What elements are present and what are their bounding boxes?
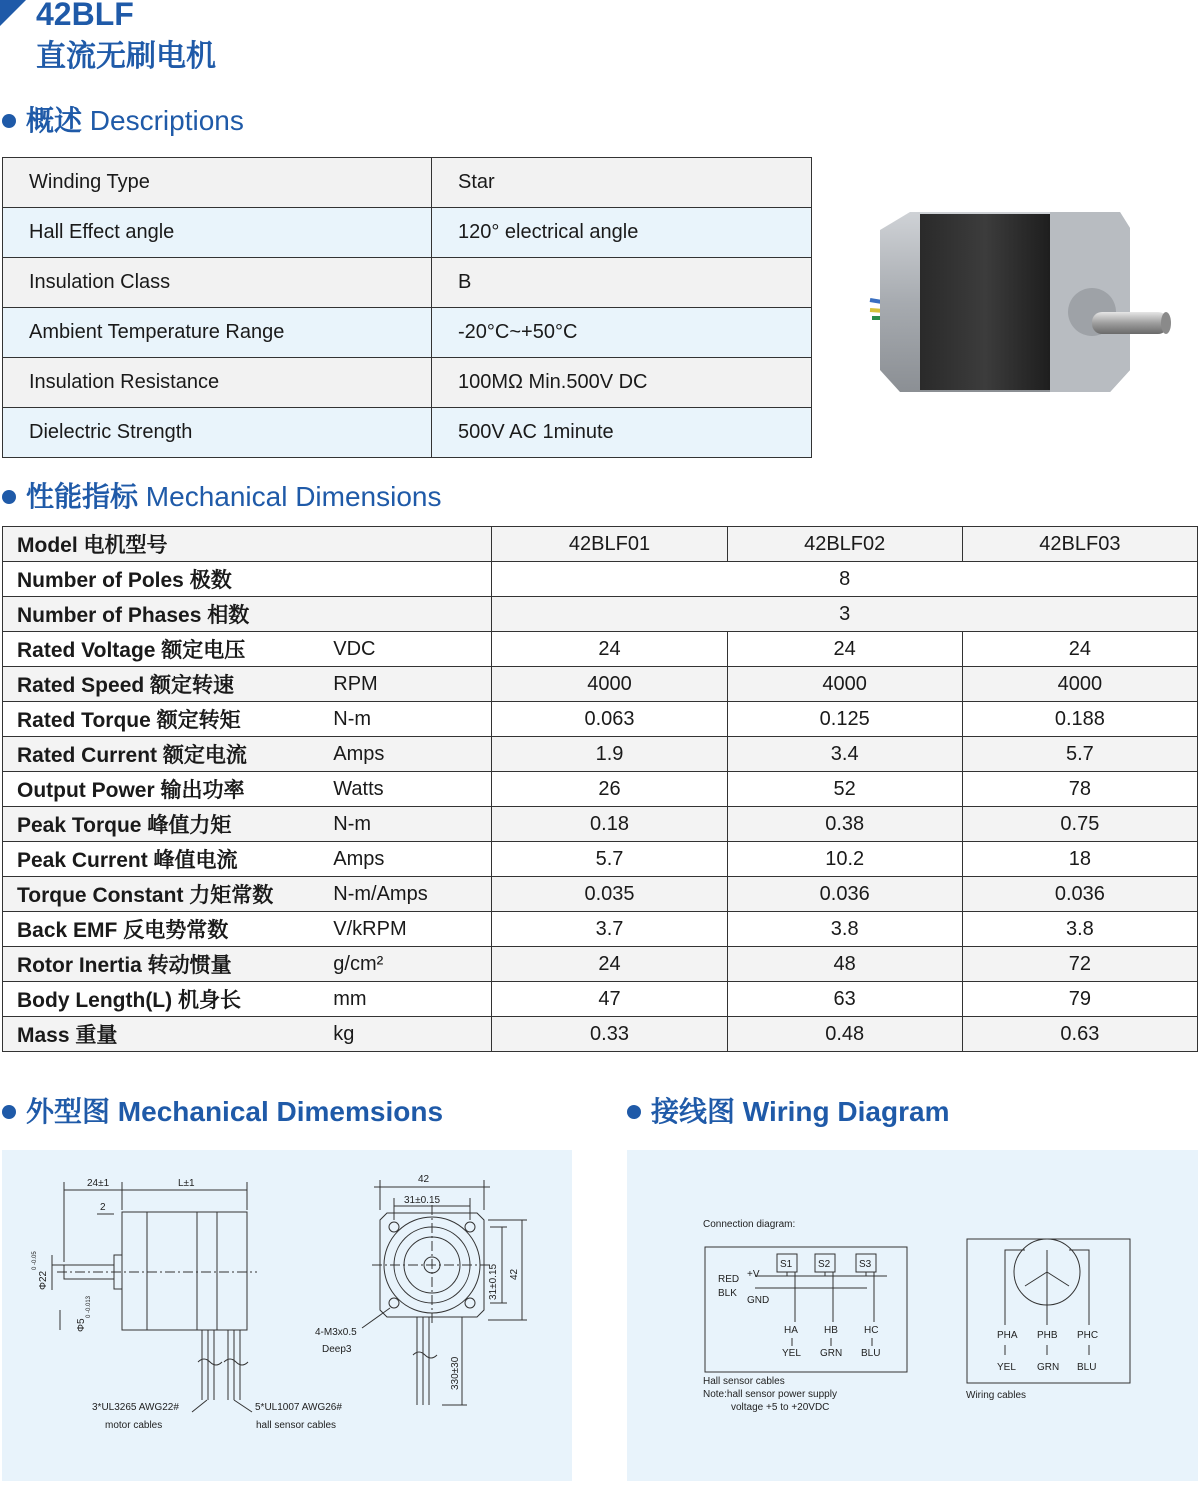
wire-blk: BLK: [718, 1288, 737, 1299]
note-line-2: voltage +5 to +20VDC: [731, 1402, 830, 1413]
dim-330: 330±30: [450, 1356, 461, 1390]
description-row: [3, 158, 812, 208]
description-value: -20°C~+50°C: [432, 308, 812, 358]
section-performance: 性能指标 Mechanical Dimensions: [2, 480, 441, 514]
hall-hc: HC: [864, 1325, 879, 1336]
note-line-1: Note:hall sensor power supply: [703, 1389, 837, 1400]
model-subtitle: 直流无刷电机: [36, 40, 216, 73]
spec-unit: Amps: [333, 737, 492, 772]
spec-unit: Watts: [333, 772, 492, 807]
spec-value: 47: [492, 982, 727, 1017]
spec-label: Peak Current 峰值电流: [3, 842, 334, 877]
description-value: 100MΩ Min.500V DC: [432, 358, 812, 408]
phase-color-grn: GRN: [1037, 1362, 1060, 1373]
hall-hb: HB: [824, 1325, 838, 1336]
dim-phi5-tolerance: 0 -0.013: [86, 1295, 92, 1318]
spec-unit: kg: [333, 1017, 492, 1052]
hall-color-grn: GRN: [820, 1348, 843, 1359]
spec-row: [3, 842, 1198, 877]
motor-cable-spec: 3*UL3265 AWG22#: [92, 1402, 179, 1413]
description-key: Winding Type: [3, 158, 432, 208]
spec-value: 3: [492, 597, 1198, 632]
spec-value: 0.035: [492, 877, 727, 912]
spec-row: [3, 1017, 1198, 1052]
wiring-diagram-panel: [627, 1150, 1198, 1481]
screw-spec: 4-M3x0.5: [315, 1327, 357, 1338]
description-row: [3, 308, 812, 358]
spec-value: 5.7: [492, 842, 727, 877]
bullet-icon: [2, 114, 16, 128]
spec-label: Peak Torque 峰值力矩: [3, 807, 334, 842]
section-descriptions: 概述 Descriptions: [2, 104, 244, 138]
description-value: Star: [432, 158, 812, 208]
spec-row: [3, 737, 1198, 772]
spec-row: [3, 667, 1198, 702]
spec-value: 52: [727, 772, 962, 807]
bullet-icon: [627, 1105, 641, 1119]
spec-unit: N-m: [333, 702, 492, 737]
section-mechanical: 外型图 Mechanical Dimemsions: [2, 1095, 443, 1129]
sensor-s3: S3: [859, 1259, 872, 1270]
spec-row: [3, 912, 1198, 947]
spec-value: 8: [492, 562, 1198, 597]
description-value: 120° electrical angle: [432, 208, 812, 258]
spec-label: Rated Torque 额定转矩: [3, 702, 334, 737]
dim-phi5: Φ5: [76, 1318, 87, 1332]
spec-value: 79: [962, 982, 1197, 1017]
spec-label: Number of Phases 相数: [3, 597, 492, 632]
spec-label: Rated Current 额定电流: [3, 737, 334, 772]
motor-cable-name: motor cables: [105, 1420, 163, 1431]
spec-value: 3.4: [727, 737, 962, 772]
spec-value: 3.7: [492, 912, 727, 947]
phase-phc: PHC: [1077, 1330, 1099, 1341]
wire-red: RED: [718, 1274, 740, 1285]
spec-value: 0.036: [962, 877, 1197, 912]
spec-row: [3, 947, 1198, 982]
spec-value: 10.2: [727, 842, 962, 877]
spec-value: 0.18: [492, 807, 727, 842]
spec-unit: N-m/Amps: [333, 877, 492, 912]
model-title: 42BLF: [36, 0, 134, 32]
model-name: 42BLF02: [727, 527, 962, 562]
spec-unit: VDC: [333, 632, 492, 667]
spec-row: [3, 632, 1198, 667]
wiring-title: Connection diagram:: [703, 1219, 796, 1230]
phase-pha: PHA: [997, 1330, 1018, 1341]
specs-table: [2, 526, 1198, 1052]
bullet-icon: [2, 1105, 16, 1119]
spec-value: 0.036: [727, 877, 962, 912]
spec-row: [3, 877, 1198, 912]
spec-value: 0.063: [492, 702, 727, 737]
spec-unit: N-m: [333, 807, 492, 842]
description-key: Dielectric Strength: [3, 408, 432, 458]
spec-label: Torque Constant 力矩常数: [3, 877, 334, 912]
dim-31-side: 31±0.15: [488, 1263, 499, 1300]
sensor-s2: S2: [818, 1259, 831, 1270]
spec-value: 3.8: [962, 912, 1197, 947]
spec-label: Output Power 输出功率: [3, 772, 334, 807]
descriptions-table: [2, 157, 812, 458]
wiring-caption: Wiring cables: [966, 1390, 1027, 1401]
spec-value: 4000: [727, 667, 962, 702]
mechanical-drawing-panel: [2, 1150, 572, 1481]
phase-color-blu: BLU: [1077, 1362, 1097, 1373]
spec-value: 1.9: [492, 737, 727, 772]
spec-value: 24: [492, 632, 727, 667]
spec-value: 4000: [962, 667, 1197, 702]
gnd-label: GND: [747, 1295, 770, 1306]
spec-label: Mass 重量: [3, 1017, 334, 1052]
spec-value: 3.8: [727, 912, 962, 947]
dim-2: 2: [100, 1202, 106, 1213]
dim-42-side: 42: [509, 1268, 520, 1280]
spec-value: 72: [962, 947, 1197, 982]
hall-cable-name: hall sensor cables: [256, 1420, 337, 1431]
spec-value: 0.125: [727, 702, 962, 737]
spec-row-poles: [3, 562, 1198, 597]
description-key: Insulation Class: [3, 258, 432, 308]
description-row: [3, 408, 812, 458]
description-row: [3, 258, 812, 308]
spec-label: Number of Poles 极数: [3, 562, 492, 597]
spec-value: 78: [962, 772, 1197, 807]
spec-row: [3, 772, 1198, 807]
screw-depth: Deep3: [322, 1344, 352, 1355]
spec-value: 0.38: [727, 807, 962, 842]
spec-row-phases: [3, 597, 1198, 632]
hall-caption: Hall sensor cables: [703, 1376, 785, 1387]
specs-header-row: [3, 527, 1198, 562]
motor-photo: [860, 200, 1180, 400]
description-key: Insulation Resistance: [3, 358, 432, 408]
description-value: 500V AC 1minute: [432, 408, 812, 458]
spec-value: 24: [492, 947, 727, 982]
description-value: B: [432, 258, 812, 308]
description-row: [3, 358, 812, 408]
spec-unit: mm: [333, 982, 492, 1017]
spec-value: 0.188: [962, 702, 1197, 737]
spec-value: 24: [962, 632, 1197, 667]
dim-31-top: 31±0.15: [404, 1195, 441, 1206]
spec-label: Back EMF 反电势常数: [3, 912, 334, 947]
spec-label: Body Length(L) 机身长: [3, 982, 334, 1017]
hall-color-yel: YEL: [782, 1348, 801, 1359]
spec-value: 0.48: [727, 1017, 962, 1052]
dim-L: L±1: [178, 1178, 195, 1189]
corner-mark: [0, 0, 26, 26]
phase-color-yel: YEL: [997, 1362, 1016, 1373]
dim-42-top: 42: [418, 1174, 430, 1185]
hall-ha: HA: [784, 1325, 798, 1336]
spec-value: 0.33: [492, 1017, 727, 1052]
spec-label: Rotor Inertia 转动惯量: [3, 947, 334, 982]
wiring-diagram: [627, 1150, 1198, 1481]
spec-value: 0.63: [962, 1017, 1197, 1052]
spec-value: 0.75: [962, 807, 1197, 842]
spec-value: 18: [962, 842, 1197, 877]
hall-cable-spec: 5*UL1007 AWG26#: [255, 1402, 342, 1413]
spec-label: Rated Voltage 额定电压: [3, 632, 334, 667]
spec-unit: V/kRPM: [333, 912, 492, 947]
spec-unit: Amps: [333, 842, 492, 877]
section-wiring: 接线图 Wiring Diagram: [627, 1095, 949, 1129]
model-name: 42BLF03: [962, 527, 1197, 562]
mechanical-drawing: [2, 1150, 572, 1481]
spec-unit: RPM: [333, 667, 492, 702]
bullet-icon: [2, 490, 16, 504]
spec-value: 26: [492, 772, 727, 807]
dim-24: 24±1: [87, 1178, 110, 1189]
phase-phb: PHB: [1037, 1330, 1058, 1341]
spec-value: 24: [727, 632, 962, 667]
sensor-s1: S1: [780, 1259, 793, 1270]
model-name: 42BLF01: [492, 527, 727, 562]
plus-v-label: +V: [747, 1269, 760, 1280]
spec-value: 5.7: [962, 737, 1197, 772]
spec-value: 63: [727, 982, 962, 1017]
hall-color-blu: BLU: [861, 1348, 881, 1359]
model-label: Model 电机型号: [3, 527, 492, 562]
dim-phi22-tolerance: 0 -0.05: [32, 1251, 38, 1270]
spec-row: [3, 982, 1198, 1017]
description-row: [3, 208, 812, 258]
dim-phi22: Φ22: [38, 1270, 49, 1290]
spec-row: [3, 807, 1198, 842]
spec-value: 48: [727, 947, 962, 982]
spec-row: [3, 702, 1198, 737]
spec-unit: g/cm²: [333, 947, 492, 982]
description-key: Hall Effect angle: [3, 208, 432, 258]
description-key: Ambient Temperature Range: [3, 308, 432, 358]
spec-label: Rated Speed 额定转速: [3, 667, 334, 702]
spec-value: 4000: [492, 667, 727, 702]
